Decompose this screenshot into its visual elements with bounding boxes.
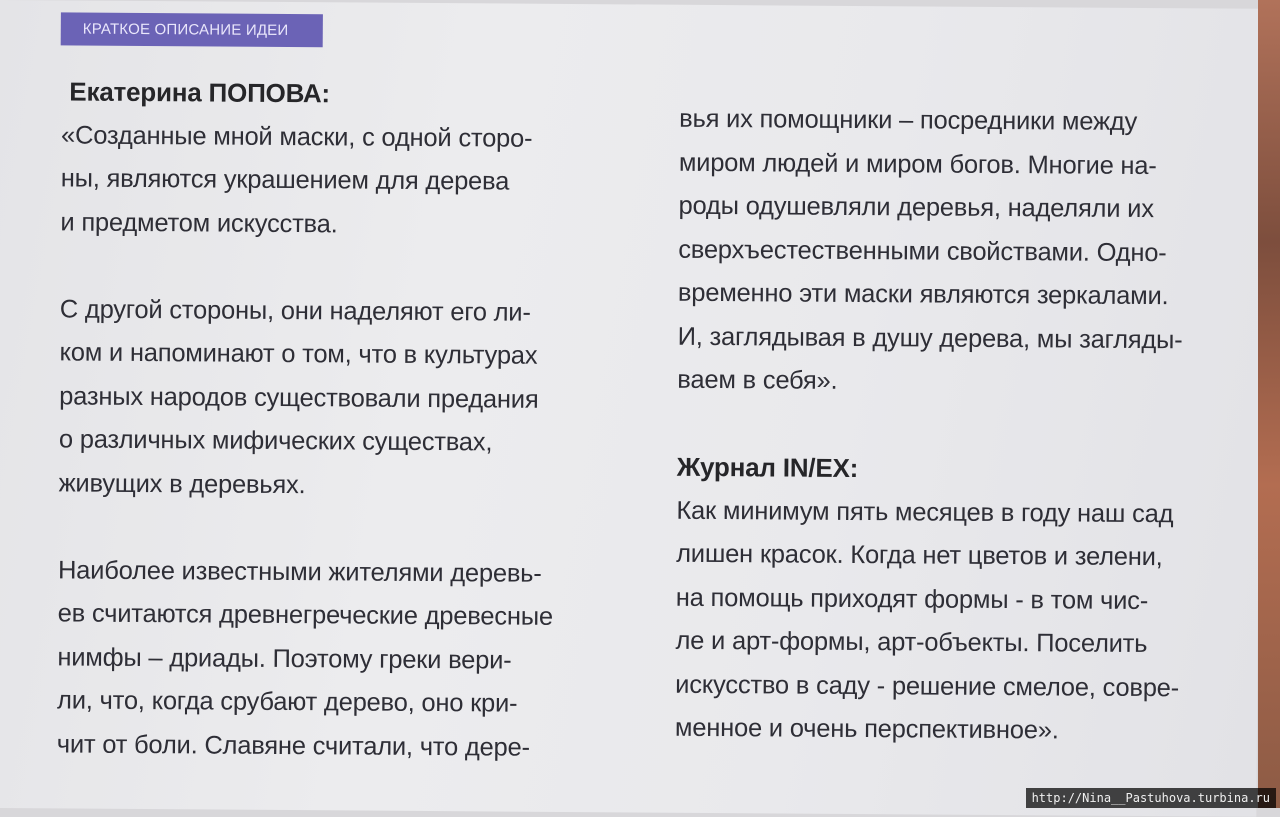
text-line: лишен красок. Когда нет цветов и зелени,	[676, 539, 1163, 572]
journal-heading: Журнал IN/EX:	[676, 451, 859, 484]
text-line: роды одушевляли деревья, наделяли их	[678, 191, 1154, 224]
section-tag: КРАТКОЕ ОПИСАНИЕ ИДЕИ	[61, 12, 323, 47]
tree-bark-edge	[1258, 0, 1280, 808]
paragraph-continued	[677, 98, 1275, 407]
text-line: разных народов существовали предания	[59, 381, 539, 414]
text-line: вья их помощники – посредники между	[679, 104, 1138, 136]
text-line: ваем в себя».	[677, 365, 838, 395]
paragraph-journal	[675, 489, 1273, 754]
text-line: ком и напоминают о том, что в культурах	[59, 338, 538, 370]
right-column	[675, 98, 1276, 755]
text-line: Как минимум пять месяцев в году наш сад	[676, 496, 1174, 528]
text-line: Наиболее известными жителями деревь-	[57, 555, 542, 588]
text-line: ев считаются древнегреческие древесные	[57, 599, 553, 631]
text-line: чит от боли. Славяне считали, что дере-	[56, 729, 530, 762]
text-line: живущих в деревьях.	[58, 468, 306, 499]
watermark: http://Nina__Pastuhova.turbina.ru	[1026, 788, 1276, 808]
text-line: «Созданные мной маски, с одной сторо-	[60, 120, 533, 153]
author-heading: Екатерина ПОПОВА:	[69, 76, 331, 109]
left-column	[57, 70, 660, 770]
text-line: И, заглядывая в душу дерева, мы загляды-	[677, 322, 1183, 354]
text-line: и предметом искусства.	[60, 207, 338, 238]
text-line: сверхъестественными свойствами. Одно-	[678, 235, 1167, 267]
text-line: искусство в саду - решение смелое, совре-	[675, 670, 1180, 702]
paragraph-1	[60, 114, 659, 249]
text-line: ле и арт-формы, арт-объекты. Поселить	[675, 626, 1148, 659]
text-line: С другой стороны, они наделяют его ли-	[59, 294, 531, 327]
paragraph-3	[57, 549, 657, 771]
paragraph-2	[58, 288, 658, 510]
text-line: ны, являются украшением для дерева	[60, 164, 510, 196]
text-line: менное и очень перспективное».	[674, 713, 1059, 745]
text-line: нимфы – дриады. Поэтому греки вери-	[57, 642, 512, 675]
text-line: ли, что, когда срубают дерево, оно кри-	[57, 686, 518, 718]
text-line: миром людей и миром богов. Многие на-	[678, 148, 1157, 180]
text-line: временно эти маски являются зеркалами.	[677, 278, 1169, 311]
text-line: о различных мифических существах,	[58, 425, 493, 457]
text-line: на помощь приходят формы - в том чис-	[675, 583, 1149, 615]
